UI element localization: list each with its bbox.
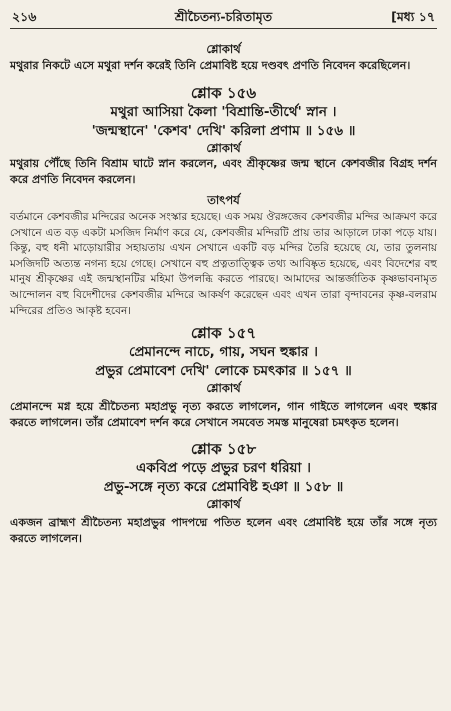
verse-line: 'জন্মস্থানে' 'কেশব' দেখি' করিলা প্রণাম ॥ ১৫৬ ॥ — [91, 123, 356, 139]
verse-line: একবিপ্র পড়ে প্রভুর চরণ ধরিয়া । — [136, 460, 311, 477]
verse-number: শ্লোক ১৫৮ — [190, 440, 257, 459]
translation-label: শ্লোকার্থ — [206, 381, 241, 396]
page-header — [10, 6, 437, 29]
translation-text: একজন ব্রাহ্মণ শ্রীচৈতন্য মহাপ্রভুর পাদপদ্মে পতিত হলেন এবং প্রেমাবিষ্ট হয়ে তাঁর সঙ্গে নৃত্য করতে লাগলেন। — [10, 516, 437, 546]
translation-text: মথুরার নিকটে এসে মথুরা দর্শন করেই তিনি প্রেমাবিষ্ট হয়ে দণ্ডবৎ প্রণতি নিবেদন করেছিলেন। — [10, 59, 411, 72]
translation-text: প্রেমানন্দে মগ্ন হয়ে শ্রীচৈতন্য মহাপ্রভু নৃত্য করতে লাগলেন, গান গাইতে লাগলেন এবং হুঙ্কার করতে লাগলেন। তাঁর প্রেমাবেশ দর্শন করে সেখানে সমবেত সমস্ত মানুষেরা চমৎকৃত হলেন। — [10, 400, 437, 430]
book-title: শ্রীচৈতন্য-চরিতামৃত — [174, 9, 273, 24]
verse-line: প্রভুর প্রেমাবেশ দেখি' লোকে চমৎকার ॥ ১৫৭ ॥ — [95, 363, 352, 380]
translation-label: শ্লোকার্থ — [206, 42, 241, 56]
verse-line: প্রেমানন্দে নাচে, গায়, সঘন হুঙ্কার । — [129, 344, 318, 361]
translation-label: শ্লোকার্থ — [206, 497, 241, 512]
translation-text: মথুরায় পৌঁছে তিনি বিশ্রাম ঘাটে স্নান করলেন, এবং শ্রীকৃষ্ণের জন্ম স্থানে কেশবজীর বিগ্রহ দর্শন করে প্রণতি নিবেদন করলেন। — [10, 157, 437, 186]
purport-text: বর্তমানে কেশবজীর মন্দিরের অনেক সংস্কার হয়েছে। এক সময় ঔরঙ্গজেব কেশবজীর মন্দির আক্রমণ করে সেখানে এত বড় একটা মসজিদ নির্মাণ করে যে, কেশবজীর মন্দিরটি প্রায় তার আড়ালে ঢাকা পড়ে যায়। কিন্তু, বহু ধনী মাড়োয়ারীর সহায়তায় এখন সেখানে একটি বড় মন্দির তৈরি হয়েছে যে, তার তুলনায় মসজিদটি অত্যন্ত নগন্য হয়ে গেছে। সেখানে বহু প্রত্নতাত্ত্বিক তথ্য আবিষ্কৃত হয়েছে, এবং বিদেশের বহু মানুষ শ্রীকৃষ্ণের এই জন্মস্থানটির মহিমা উপলব্ধি করতে পারছে। আমাদের আন্তর্জাতিক কৃষ্ণভাবনামৃত আন্দোলন বহু বিদেশীদের কেশবজীর মন্দিরে আকর্ষণ করেছেন এবং এখন তারা বৃন্দাবনের কৃষ্ণ-বলরাম মন্দিরের প্রতিও আকৃষ্ট হবেন। — [10, 211, 437, 317]
verse-number: শ্লোক ১৫৬ — [190, 84, 257, 102]
chapter-marker: [মধ্য ১৭ — [391, 9, 435, 24]
verse-number: শ্লোক ১৫৭ — [190, 324, 257, 343]
translation-label: শ্লোকার্থ — [206, 141, 241, 155]
purport-label: তাৎপর্য — [207, 193, 240, 207]
verse-line: মথুরা আসিয়া কৈলা 'বিশ্রান্তি-তীর্থে' স্নান । — [110, 104, 337, 120]
page-number: ২১৬ — [12, 9, 37, 24]
verse-line: প্রভু-সঙ্গে নৃত্য করে প্রেমাবিষ্ট হঞা ॥ ১৫৮ ॥ — [103, 479, 344, 496]
